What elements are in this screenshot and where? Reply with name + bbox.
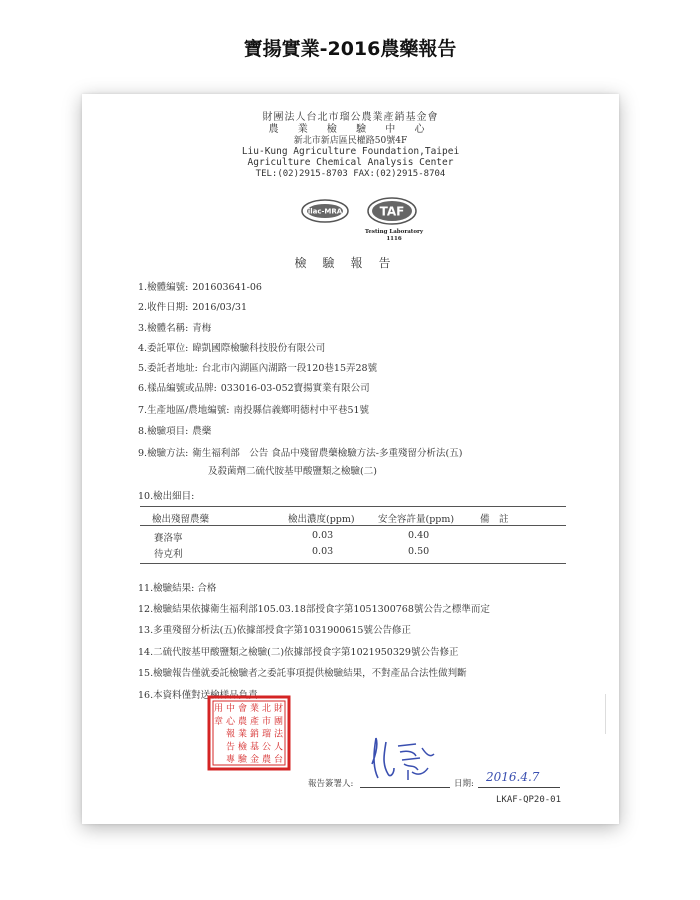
seal-glyph: 法 [274, 729, 284, 740]
col-header-concentration: 檢出濃度(ppm) [288, 514, 355, 525]
signer-line [360, 787, 450, 788]
seal-glyph: 檢 [238, 742, 248, 753]
taf-caption [356, 229, 432, 243]
seal-glyph: 會 [238, 704, 248, 714]
seal-glyph: 財 [274, 704, 284, 714]
field-test-method-cont: 及殺菌劑二硫代胺基甲酸鹽類之檢驗(二) [208, 466, 377, 477]
seal-glyph: 農 [238, 716, 248, 727]
table-row-2-tolerance: 0.50 [408, 546, 430, 557]
center-name-en: Agriculture Chemical Analysis Center [247, 157, 454, 168]
table-row-2-pesticide: 待克利 [154, 549, 183, 560]
field-sample-name: 3.檢體名稱: 青梅 [138, 323, 212, 334]
report-title: 檢驗報告 [294, 256, 407, 270]
seal-glyph: 金 [250, 755, 260, 766]
tel-fax: TEL:(02)2915-8703 FAX:(02)2915-8704 [255, 169, 446, 179]
field-client: 4.委託單位: 暐凱國際檢驗科技股份有限公司 [138, 343, 326, 354]
taf-caption-line-1: Testing Laboratory [364, 229, 424, 235]
date-label: 日期: [454, 779, 474, 789]
accreditation-logos [300, 196, 430, 246]
seal-glyph: 產 [250, 716, 260, 727]
seal-glyph: 驗 [238, 755, 248, 766]
seal-glyph: 基 [250, 742, 260, 753]
seal-glyph: 用 [214, 704, 224, 714]
note-12-standard: 12.檢驗結果依據衛生福利部105.03.18部授食字第1051300768號公告之標準而定 [138, 604, 490, 615]
table-row-1-pesticide: 賽洛寧 [154, 533, 183, 544]
field-test-item: 8.檢驗項目: 農藥 [138, 426, 212, 437]
seal-glyph: 業 [238, 729, 248, 740]
scan-edge-mark [605, 694, 606, 734]
note-15-disclaimer: 15.檢驗報告僅就委託檢驗者之委託事項提供檢驗結果，不對產品合法性做判斷 [138, 668, 467, 679]
note-16-responsibility: 16.本資料僅對送檢樣品負責 [138, 690, 258, 701]
field-test-method: 9.檢驗方法: 衛生福利部 公告 食品中殘留農藥檢驗方法-多重殘留分析法(五) [138, 448, 463, 459]
svg-text:ilac-MRA: ilac-MRA [307, 207, 343, 216]
org-name-cn: 財團法人台北市瑠公農業產銷基金會 [262, 112, 439, 123]
seal-glyph: 專 [226, 755, 236, 766]
table-header-rule [140, 525, 566, 526]
signature [364, 734, 444, 784]
date-line [478, 787, 560, 788]
col-header-tolerance: 安全容許量(ppm) [378, 514, 455, 525]
field-sample-brand: 6.樣品編號或品牌: 033016-03-052寶揚實業有限公司 [138, 383, 370, 394]
signer-label: 報告簽署人: [308, 779, 354, 789]
field-client-address: 5.委託者地址: 台北市內湖區內湖路一段120巷15弄28號 [138, 363, 378, 374]
org-name-en: Liu-Kung Agriculture Foundation,Taipei [241, 146, 460, 157]
col-header-pesticide: 檢出殘留農藥 [152, 514, 210, 525]
field-receive-date: 2.收件日期: 2016/03/31 [138, 302, 248, 313]
note-14-method-b: 14.二硫代胺基甲酸鹽類之檢驗(二)依據部授食字第1021950329號公告修正 [138, 647, 459, 658]
seal-glyph: 心 [226, 716, 236, 727]
taf-caption-line-2: 1116 [386, 236, 402, 242]
table-row-2-concentration: 0.03 [312, 546, 334, 557]
seal-glyph: 農 [262, 755, 272, 766]
seal-glyph: 告 [226, 742, 236, 753]
note-13-method-a: 13.多重殘留分析法(五)依據部授食字第1031900615號公告修正 [138, 625, 411, 636]
official-seal [207, 695, 291, 771]
svg-text:TAF: TAF [379, 204, 405, 219]
form-code: LKAF-QP20-01 [496, 795, 562, 805]
seal-glyph: 公 [262, 742, 272, 753]
address-cn: 新北市新店區民權路50號4F [293, 136, 408, 146]
seal-glyph: 市 [262, 716, 272, 727]
seal-glyph: 章 [214, 716, 224, 727]
seal-glyph: 人 [274, 742, 284, 753]
field-origin: 7.生產地區/農地編號: 南投縣信義鄉明德村中平巷51號 [138, 405, 370, 416]
seal-glyph: 報 [226, 729, 236, 740]
field-detection-details: 10.檢出細目: [138, 491, 195, 502]
note-11-result: 11.檢驗結果: 合格 [138, 583, 217, 594]
table-row-1-tolerance: 0.40 [408, 530, 430, 541]
seal-glyph: 團 [274, 716, 284, 727]
table-bottom-rule [140, 563, 566, 564]
seal-glyph: 銷 [250, 729, 260, 740]
page-title: 寶揚實業-2016農藥報告 [243, 38, 457, 60]
signed-date [480, 766, 560, 786]
seal-glyph: 中 [226, 704, 236, 714]
report-document [82, 94, 619, 824]
svg-text:2016.4.7: 2016.4.7 [486, 770, 540, 784]
field-sample-id: 1.檢體編號: 201603641-06 [138, 282, 262, 293]
seal-glyph: 業 [250, 704, 260, 714]
seal-glyph: 台 [274, 755, 284, 766]
seal-glyph: 北 [262, 704, 272, 714]
table-top-rule [140, 506, 566, 507]
col-header-remarks: 備 註 [480, 514, 509, 525]
ilac-mra-logo [300, 198, 350, 224]
center-name-cn: 農 業 檢 驗 中 心 [268, 124, 433, 135]
table-row-1-concentration: 0.03 [312, 530, 334, 541]
taf-logo [366, 196, 418, 228]
seal-glyph: 瑠 [262, 729, 272, 740]
